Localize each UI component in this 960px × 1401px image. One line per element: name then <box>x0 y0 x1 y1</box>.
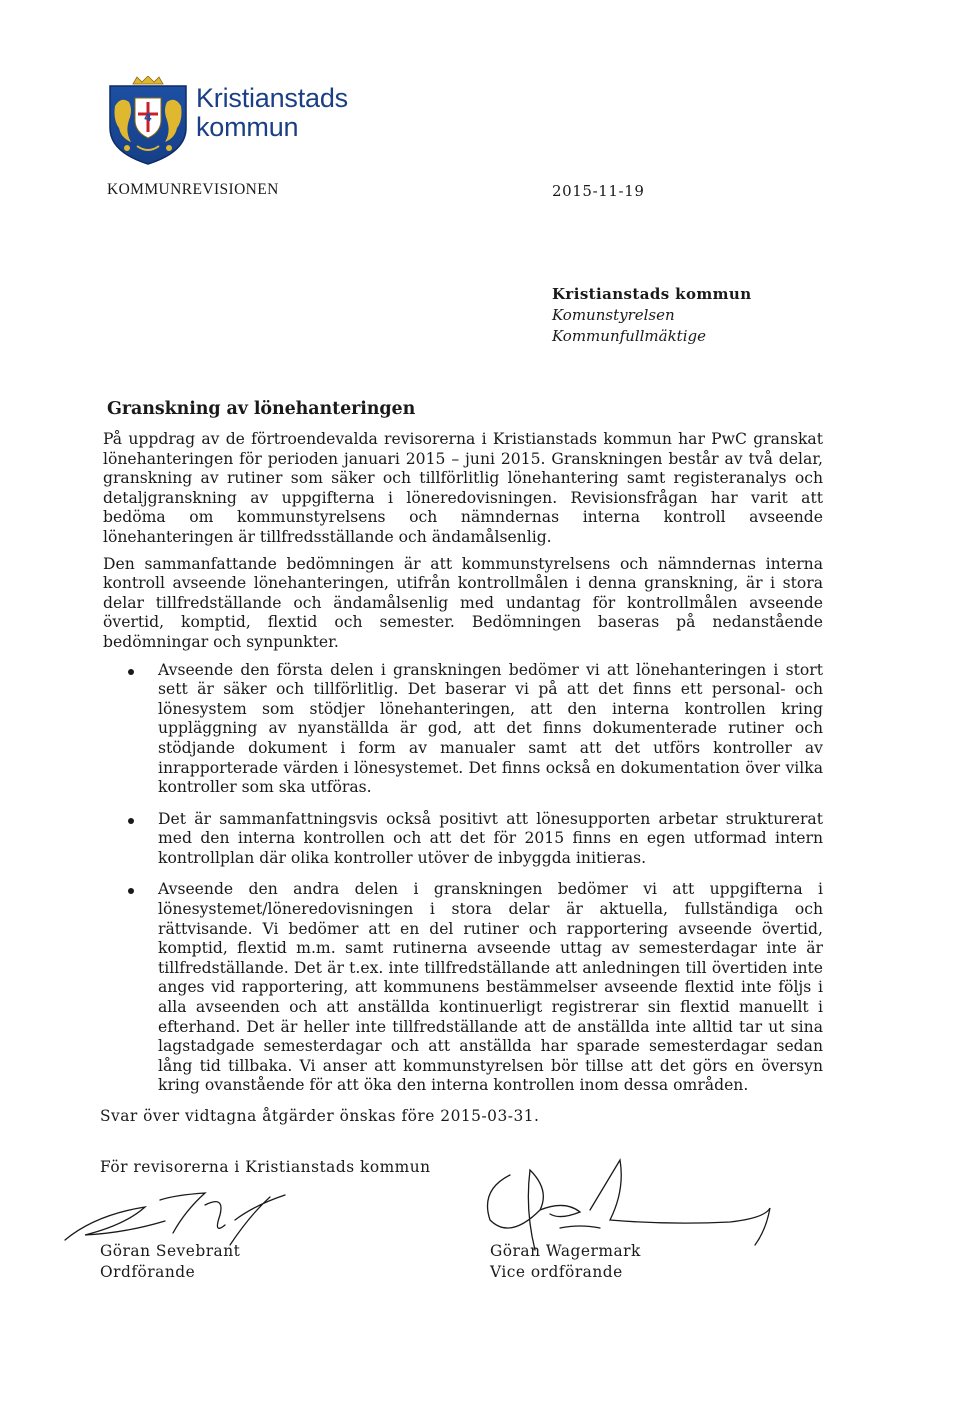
signatory-role: Ordförande <box>100 1263 196 1281</box>
letter-date: 2015-11-19 <box>552 182 645 200</box>
letter-title: Granskning av lönehanteringen <box>107 399 416 419</box>
recipient-org: Kristianstads kommun <box>552 285 752 303</box>
bullet-icon <box>128 888 134 894</box>
list-item-text: Avseende den andra delen i granskningen bedömer vi att uppgifterna i lönesystemet/löneredovisningen i stora delar är aktuella, fullständiga och rättvisande. Vi bedömer att en del rutiner och rapportering avseende övertid, komptid, flextid m.m. samt rutinerna avseende uttag av semesterdagar inte är tillfredställande. Det är t.ex. inte tillfredställande att anledningen till övertiden inte anges vid rapportering, att kommunens bestämmelser avseende flextid inte följs i alla avseenden och att anställda kontinuerligt registrerar sin flextid manuellt i efterhand. Det är heller inte tillfredställande att de anställda inte alltid tar ut sina lagstadgade semesterdagar och att anställda har sparade semesterdagar sedan lång tid tillbaka. Vi anser att kommunstyrelsen bör tillse att det görs en översyn kring ovanstående för att öka den interna kontrollen inom dessa områden. <box>158 880 823 1095</box>
recipients-block <box>552 284 752 347</box>
letter-body <box>103 430 823 1108</box>
findings-list <box>103 661 823 1096</box>
signatory-name: Göran Wagermark <box>490 1242 641 1260</box>
list-item <box>103 661 823 798</box>
signatory-1 <box>100 1241 240 1283</box>
on-behalf-line: För revisorerna i Kristianstads kommun <box>100 1158 431 1176</box>
paragraph: Den sammanfattande bedömningen är att kommunstyrelsens och nämndernas interna kontroll avseende lönehanteringen, utifrån kontrollmålen i denna granskning, är i stora delar tillfredställande och ändamålsenlig med undantag för kontrollmålen avseende övertid, komptid, flextid och semester. Bedömningen baseras på nedanstående bedömningar och synpunkter. <box>103 554 823 651</box>
signatory-role: Vice ordförande <box>490 1263 623 1281</box>
list-item <box>103 810 823 869</box>
paragraph: På uppdrag av de förtroendevalda revisorerna i Kristianstads kommun har PwC granskat lönehanteringen för perioden januari 2015 – juni 2015. Granskningen består av två delar, granskning av rutiner som säker och tillförlitlig lönehantering samt registeranalys och detaljgranskning av uppgifterna i löneredovisningen. Revisionsfrågan har varit att bedöma om kommunstyrelsens och nämndernas interna kontroll avseende lönehanteringen är tillfredsställande och ändamålsenlig. <box>103 430 823 546</box>
signatory-name: Göran Sevebrant <box>100 1242 241 1260</box>
brand-wordmark <box>196 84 348 142</box>
recipient-line-1: Komunstyrelsen <box>552 306 675 324</box>
list-item-text: Det är sammanfattningsvis också positivt att lönesupporten arbetar strukturerat med den interna kontrollen och att det för 2015 finns en egen utformad intern kontrollplan där olika kontroller utöver de inbyggda initieras. <box>158 809 823 867</box>
reply-request: Svar över vidtagna åtgärder önskas före 2015-03-31. <box>100 1107 540 1125</box>
bullet-icon <box>128 669 134 675</box>
signatory-2 <box>490 1241 641 1283</box>
recipient-line-2: Kommunfullmäktige <box>552 327 706 345</box>
kristianstad-coat-of-arms-icon <box>107 76 189 166</box>
brand-line-1: Kristianstads <box>196 83 348 113</box>
bullet-icon <box>128 818 134 824</box>
brand-line-2: kommun <box>196 112 299 142</box>
list-item <box>103 880 823 1096</box>
svg-text:4: 4 <box>144 111 152 124</box>
department-name: KOMMUNREVISIONEN <box>107 181 279 198</box>
list-item-text: Avseende den första delen i granskningen bedömer vi att lönehanteringen i stort sett är säker och tillförlitlig. Det baserar vi på att det finns ett personal- och lönesystem som stödjer lönehanteringen, att den interna kontrollen kring uppläggning av nyanställda är god, att det finns dokumenterade rutiner och stödjande dokument i form av manualer samt att det utförs kontroller av inrapporterade värden i lönesystemet. Det finns också en dokumentation över vilka kontroller som ska utföras. <box>158 660 823 797</box>
